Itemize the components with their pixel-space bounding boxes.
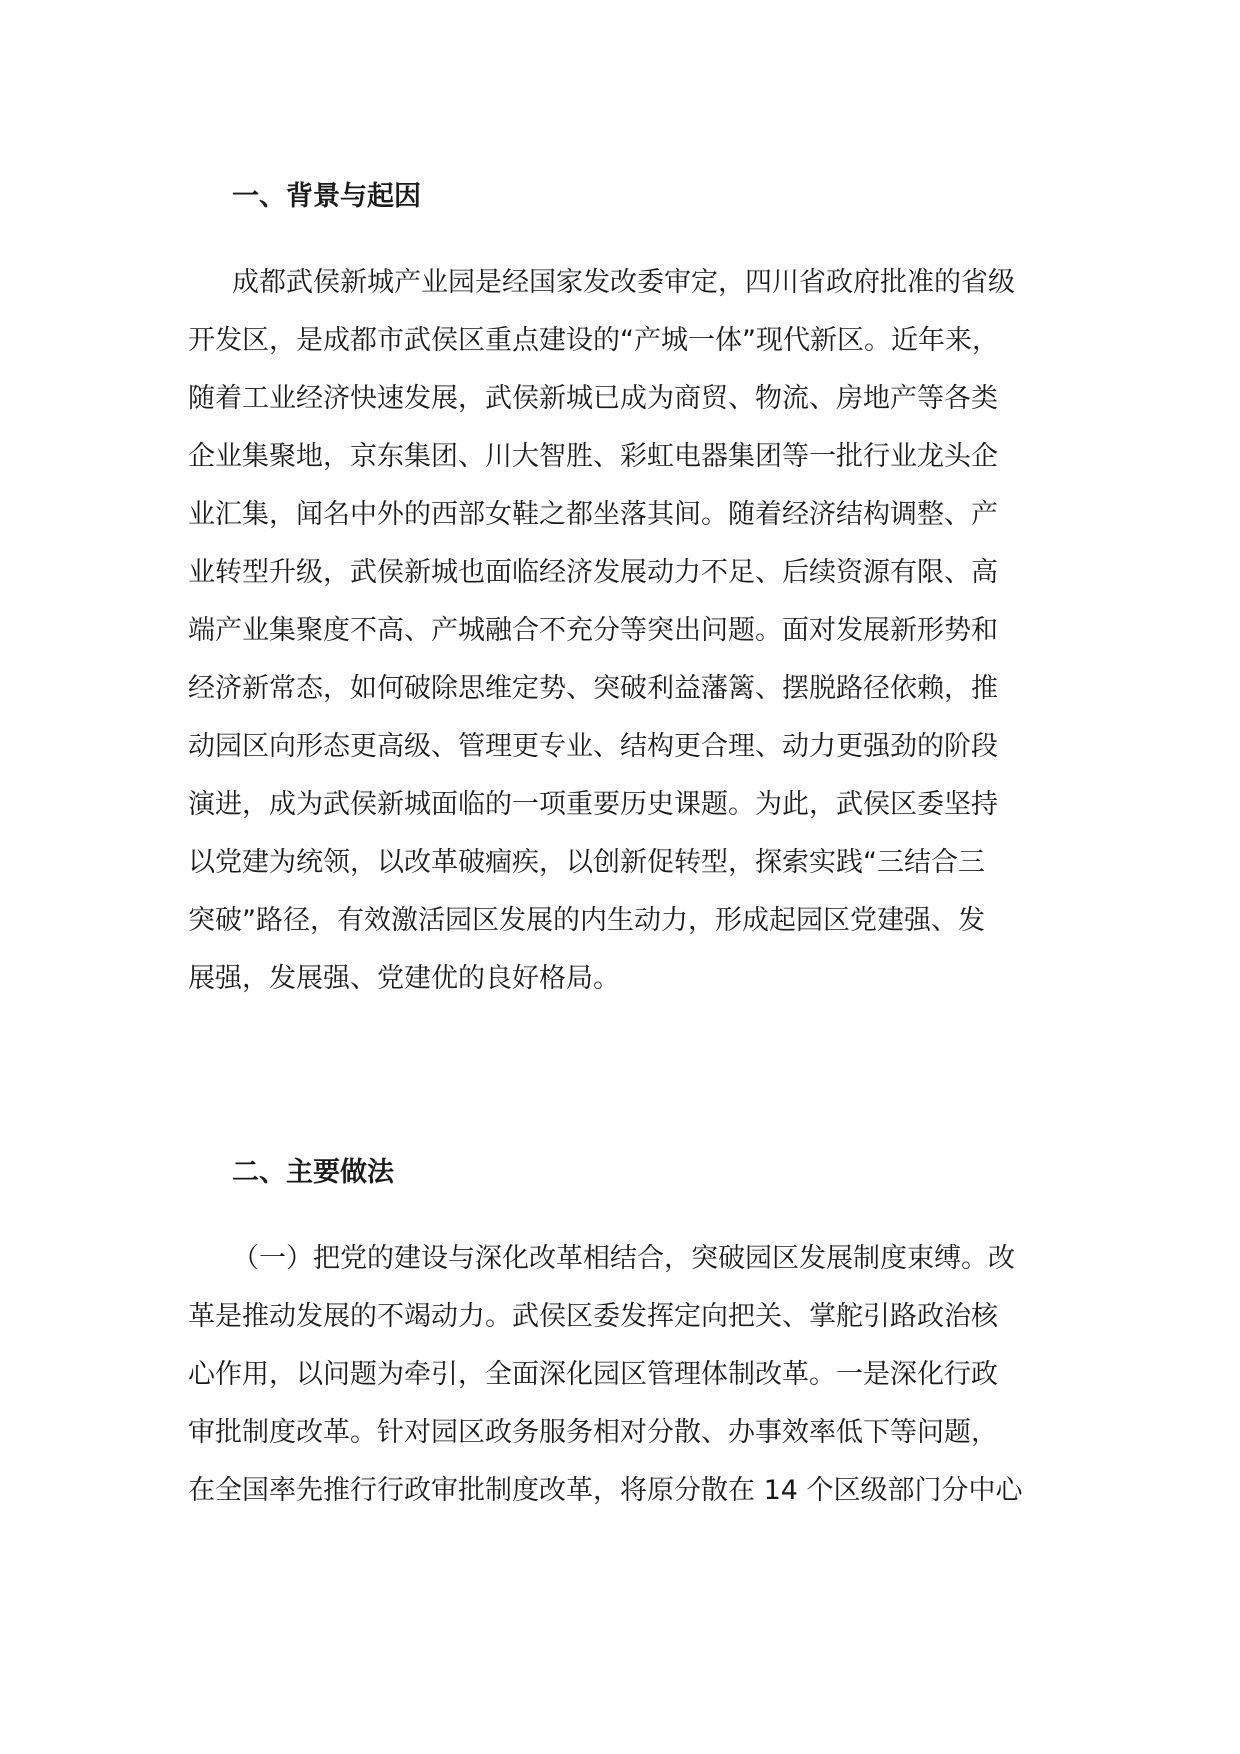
paragraph-line: 以党建为统领，以改革破痼疾，以创新促转型，探索实践“三结合三 [188,847,985,878]
paragraph-line: 在全国率先推行行政审批制度改革，将原分散在 14 个区级部门分中心 [188,1475,1023,1506]
paragraph-line: 成都武侯新城产业园是经国家发改委审定，四川省政府批准的省级 [232,267,1015,298]
paragraph-line: 经济新常态，如何破除思维定势、突破利益藩篱、摆脱路径依赖，推 [188,673,998,704]
paragraph-line: （一）把党的建设与深化改革相结合，突破园区发展制度束缚。改 [232,1243,1015,1274]
paragraph-line: 随着工业经济快速发展，武侯新城已成为商贸、物流、房地产等各类 [188,383,998,414]
section-heading-practices: 二、主要做法 [232,1157,394,1188]
paragraph-line: 动园区向形态更高级、管理更专业、结构更合理、动力更强劲的阶段 [188,731,998,762]
section-heading-background: 一、背景与起因 [232,181,421,212]
paragraph-line: 业汇集，闻名中外的西部女鞋之都坐落其间。随着经济结构调整、产 [188,499,998,530]
paragraph-line: 审批制度改革。针对园区政务服务相对分散、办事效率低下等问题， [188,1417,998,1448]
paragraph-line: 突破”路径，有效激活园区发展的内生动力，形成起园区党建强、发 [188,905,985,936]
paragraph-line: 心作用，以问题为牵引，全面深化园区管理体制改革。一是深化行政 [188,1359,998,1390]
paragraph-line: 端产业集聚度不高、产城融合不充分等突出问题。面对发展新形势和 [188,615,998,646]
paragraph-line: 业转型升级，武侯新城也面临经济发展动力不足、后续资源有限、高 [188,557,998,588]
paragraph-line: 演进，成为武侯新城面临的一项重要历史课题。为此，武侯区委坚持 [188,789,998,820]
paragraph-line: 企业集聚地，京东集团、川大智胜、彩虹电器集团等一批行业龙头企 [188,441,998,472]
paragraph-line: 展强，发展强、党建优的良好格局。 [188,963,620,994]
paragraph-line: 革是推动发展的不竭动力。武侯区委发挥定向把关、掌舵引路政治核 [188,1301,998,1332]
paragraph-line: 开发区，是成都市武侯区重点建设的“产城一体”现代新区。近年来， [188,325,999,356]
